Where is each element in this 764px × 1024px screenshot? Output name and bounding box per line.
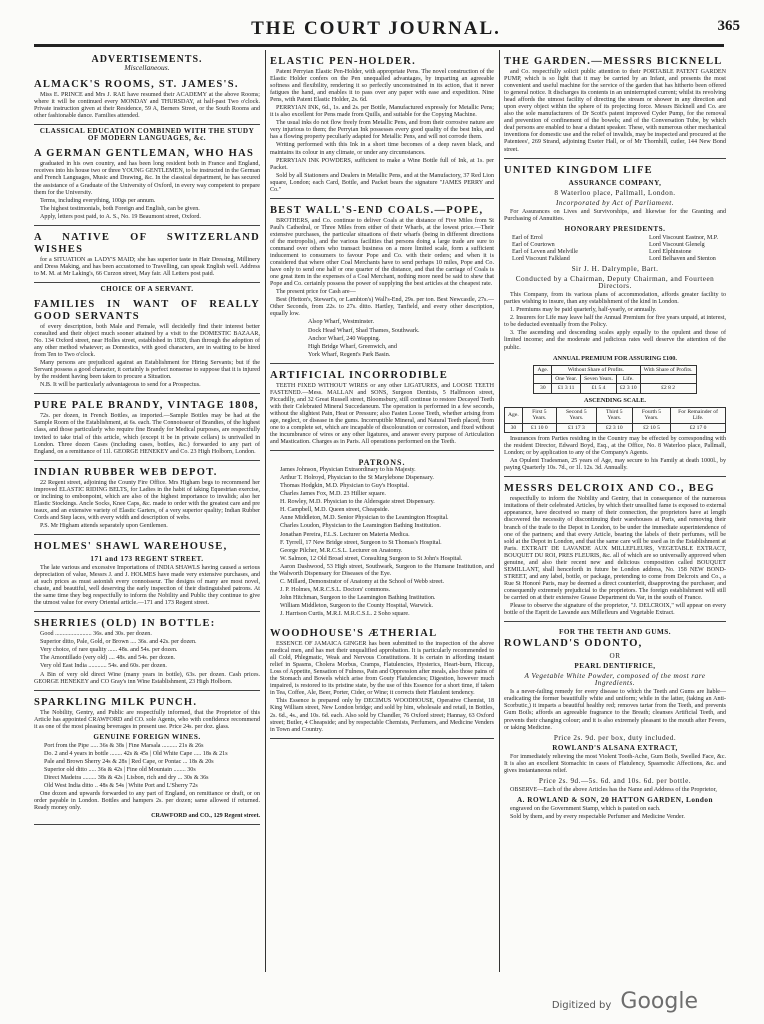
president: Earl of Courtown [512, 241, 555, 248]
ad-body: Patent Perryian Elastic Pen-Holder, with appropriate Pens. The novel construction of the Elastic Holder confers on the Pen unequalled advantages, by imparting an agreeable softness and flexibility, rendering it so perfectly unconstrained in its action, that it never fatigues the hand, and enables it to pass over any paper with ease and expedition. Nine Pens, with Patent Elastic Holder, 2s. 6d. [270, 69, 494, 104]
column-rule [265, 50, 266, 972]
patron-entry: Thomas Hodgkin, M.D. Physician to Guy's Hospital. [280, 483, 410, 490]
table-header: Age. [534, 365, 552, 374]
ad-body: The late various and excessive Importations of INDIA SHAWLS having caused a serious depreciation of value, Messrs J. and J. HOLMES have made very extensive purchases, and at such prices as must astonish every connoisseur. The designs of many are most novel, chaste, and beautiful, well deserving the early inspection of their distinguished patrons. At the same time they beg respectfully to inform the Nobility and Public they continue to give the utmost value for every Oriental article.—171 and 173 Regent street. [34, 565, 260, 607]
ad-body-2: Many persons are prejudiced against an Establishment for Hiring Servants; but if the Servant possess a good character, it certainly is perfect nonsense to suppose that it is injured by the resident having been taken to procure a Situation. [34, 360, 260, 381]
ad-heading: WOODHOUSE'S ÆTHERIAL [270, 628, 438, 640]
digitized-label: Digitized by [551, 1000, 612, 1011]
table-header: Fourth 5 Years. [632, 407, 670, 423]
ad-body: 22 Regent street, adjoining the County Fire Office. Mrs Higham begs to recommend her improved ELASTIC RIDING BELTS, for Ladies in the habit of taking Equestrian exercise, or inclining to embonpoint, which are also of the highest importance to invalids; also her Elastic Stockings. Ancle Socks, Knee Caps, &c. made to order with the greatest care and pre teaux, and an extensive variety of Elastic Garters, of a very superior quality; Indian Rubber Cords and Step laces, with every width and description of webs. [34, 479, 260, 521]
ad-heading: FAMILIES IN WANT OF REALLY GOOD SERVANTS [34, 298, 260, 322]
ad-artificial-teeth [270, 366, 494, 451]
table-cell: 30 [505, 423, 523, 432]
ascending-table [504, 407, 726, 433]
president: Lord Belhaven and Stenton [648, 255, 716, 262]
ad-families [34, 295, 260, 394]
directors: Conducted by a Chairman, Deputy Chairman, and Fourteen Directors. [515, 275, 715, 291]
table-cell: £1 17 3 [556, 423, 596, 432]
table-header: Second 5 Years. [556, 407, 596, 423]
google-logo: Google [620, 989, 698, 1014]
ad-kalydor: For immediately relieving the most Violent Tooth-Ache, Gum Boils, Swelled Face, &c. It is also an excellent Stomachic in cases of Flatulency, Spasmodic Affections, &c. and gives instantaneous relief. [504, 753, 726, 774]
table-cell: £2 10 5 [632, 423, 670, 432]
patron-entry: Jonathan Pereira, F.L.S. Lecturer on Materia Medica. [280, 531, 410, 538]
ad-ink-3: Writing performed with this Ink in a short time becomes of a deep raven black, and maintains its colour in any climate, or under any circumstances. [270, 142, 494, 156]
ad-heading: UNITED KINGDOM LIFE [504, 164, 653, 176]
table-cell: £1 5 4 [581, 384, 617, 393]
ad-title: FOR THE TEETH AND GUMS. [558, 628, 672, 637]
ad-powder: PERRYIAN INK POWDERS, sufficient to make a Wine Bottle full of Ink, at 1s. per Packet. [270, 157, 494, 171]
ad-sold: Sold by them, and by every respectable Perfumer and Medicine Vender. [510, 814, 685, 821]
wine-row: Pale and Brown Sherry 24s & 28s | Red Cape, or Pontac ... 18s & 20s [44, 758, 214, 765]
running-header [26, 14, 740, 42]
ad-sherries [34, 614, 260, 690]
table-header: First 5 Years. [522, 407, 556, 423]
ad-rowland-odonto [504, 624, 726, 825]
ad-price-2: Price 2s. 9d.—5s. 6d. and 10s. 6d. per bottle. [538, 776, 692, 785]
table-header: Third 5 Years. [596, 407, 632, 423]
wines-title: GENUINE FOREIGN WINES. [93, 732, 201, 741]
patron-entry: J. P. Holmes, M.R.C.S.L. Doctors' commons. [280, 586, 391, 593]
ad-body: The Nobility, Gentry, and Public are respectfully informed, that the Proprietor of this Article has appointed CRAWFORD and CO. sole Agents, who with confidence recommend it as one of the most pleasing beverages in present use. Price 24s. per doz. glass. [34, 709, 260, 730]
ad-point: 2. Insurers for Life may leave half the Annual Premium for five years unpaid, at interest, to be deducted eventually from the Policy. [504, 315, 726, 329]
ad-heading: A GERMAN GENTLEMAN, WHO HAS [34, 148, 255, 160]
ad-coals [270, 201, 494, 364]
ad-heading: PURE PALE BRANDY, VINTAGE 1808, [34, 400, 259, 412]
ad-heading: SPARKLING MILK PUNCH. [34, 696, 198, 708]
ad-elastic-pen [270, 52, 494, 199]
ad-body: and Co. respectfully solicit public attention to their PORTABLE PATENT GARDEN PUMP, which is so light that it may be carried by an Infant, and presents the most convenient and useful machine for the service of the garden that has hitherto been offered to general notice. It discharges its contents in an uninterrupted current; whilst its revolving head affords the utmost facility of directing the stream or shower in any direction and upon every object within the sphere of its projecting force. Messrs Bicknell and Co. are also the sole manufacturers of Dr Scott's patent improved Cyder Pump, for the removal and prevention of confinement of the bowels; and of the Conversation Tube, by which deaf persons are enabled to hear a distant speaker. These, with numerous other mechanical inventions for domestic use and the relief of invalids, may be inspected and procured at the Patentees', 269 Strand, adjoining Exeter Hall, or of Mr Thornhill, cutler, 144 New Bond street. [504, 69, 726, 153]
ad-heading: ALMACK'S ROOMS, ST. JAMES'S. [34, 79, 239, 91]
ad-delcroix [504, 479, 726, 622]
ad-address: 8 Waterloo place, Pallmall, London. [554, 188, 676, 197]
ad-example: An Opulent Tradesman, 25 years of Age, may secure to his Family at death 1000l., by paying Quarterly 10s. 7d., or 1l. 12s. 3d. Annually. [504, 458, 726, 472]
wine-row: Do. 2 and 4 years in bottle ........ 42s & 45s | Old White Cape ..... 18s & 21s [44, 750, 228, 757]
table-cell: £1 10 0 [522, 423, 556, 432]
advertisements-title: ADVERTISEMENTS. [91, 54, 203, 65]
price-row: Good ........................ 36s. and 30s. per dozen. [40, 631, 152, 638]
ad-note: Please to observe the signature of the proprietor, "J. DELCROIX," will appear on every bottle of the Esprit de Lavande aux Millefleurs and Vegetable Extract. [504, 603, 726, 617]
price-row: Superior ditto, Pale, Gold, or Brown .... 36s. and 42s. per dozen. [40, 639, 197, 646]
ad-body: 72s. per dozen, in French Bottles, as imported.—Sample Bottles may be had at the Sample Room of the Establishment, at 6s. each. The Connoisseur of Brandies, of the highest class, and those particularly who require fine Brandy for Medical purposes, are respectfully invited to take trial of this article, which (except it be in private cellars) is unrivalled in London. Three dozen Cases (including cases, bottles, &c.) forwarded to any part of England, on a remittance of 11l. GEORGE HENEKEY and Co. 23 High Holborn, London. [34, 413, 260, 455]
ad-signature: CRAWFORD and CO., 129 Regent street. [151, 813, 260, 820]
section-title: CLASSICAL EDUCATION COMBINED WITH THE STUDY OF MODERN LANGUAGES, &c. [39, 127, 255, 143]
table-cell: £2 8 2 [640, 384, 696, 393]
ad-point: 1. Premiums may be paid quarterly, half-yearly, or annually. [510, 307, 657, 314]
ad-note: N.B. It will be particularly advantageous to send for a Prospectus. [40, 382, 201, 389]
ad-body-2: One dozen and upwards forwarded to any part of England, on remittance or draft, or on order payable in London. Bottles and hampers 2s. per dozen; same allowed if returned. Ready money only. [34, 791, 260, 812]
miscellaneous-subtitle: Miscellaneous. [124, 63, 170, 73]
column-1 [34, 52, 260, 972]
patron-entry: Arthur T. Holroyd, Physician to the St Marylebone Dispensary. [280, 475, 434, 482]
ad-heading: HOLMES' SHAWL WAREHOUSE, [34, 540, 228, 552]
table-subheader: Life. [616, 375, 640, 384]
header-rule [34, 44, 724, 47]
patron-entry: Anne Middleton, M.D. Senior Physician to the Leamington Hospital. [280, 515, 449, 522]
president: Earl of Errol [512, 234, 543, 241]
ad-brandy [34, 396, 260, 460]
ad-observe: OBSERVE—Each of the above Articles has the Name and Address of the Proprietor, [510, 786, 717, 793]
wharf: Alsop Wharf, Westminster. [308, 319, 374, 326]
ad-german-gentleman [34, 144, 260, 225]
patron-entry: H. Campbell, M.D. Queen street, Cheapside. [280, 507, 390, 514]
ad-subheading: ASSURANCE COMPANY, [568, 178, 662, 187]
ad-body: Miss E. PRINCE and Mrs J. RAE have resumed their ACADEMY at the above Rooms; where it will be continued every MONDAY and THURSDAY, at half-past Two o'clock. Private instruction given at their Residence, 59 A, Berners Street, or the South Rooms and other fashionable dance. Families attended. [34, 92, 260, 120]
president: Lord Viscount Eastnor, M.P. [648, 234, 718, 241]
ad-heading: INDIAN RUBBER WEB DEPOT. [34, 466, 218, 478]
ad-testimonials: The highest testimonials, both Foreign and English, can be given. [40, 205, 200, 212]
price-row: Very old East India ............ 54s. and 60s. per dozen. [40, 663, 167, 670]
wine-row: Superior old ditto ..... 36s & 42s | Fine old Mountain ........ 30s [44, 766, 196, 773]
ad-heading: ROWLAND'S ODONTO, [504, 638, 643, 650]
ad-body: respectfully to inform the Nobility and Gentry, that in consequence of the numerous imitations of their celebrated Articles, by which their unsullied fame is exposed to external appearance, have deceived so many of their connection, the proprietors have at length discovered the necessity of discontinuing their warehouses at Paris, and removing their branch of the trade to the Depot in London, to be under the immediate superintendence of one of the partners; and that every Article, bearing the labels of their perfumes, will be sold at the Depot in London, and that the same care will be used as in the Establishment at Paris. EXTRAIT DE LAVANDE AUX MILLEFLEURS, VEGETABLE EXTRACT, BOUQUET DU ROI, PRES FLEURIS, &c. all of which are so universally approved when genuine, and also their recent new and delicious composition called BOUQUET SEMILLANT, shall henceforth in future be London address, No. 158 NEW BOND-STREET, and any label, bottle, or package, pretending to come from Delcroix and Co., a Rue St Honoré Paris, may be deemed a direct counterfeit, disapproving the purchaser, and consequently extremely prejudicial to the proprietors. The foreign establishment will still be carried on at their extensive Grasse Department du Var, in the south of France. [504, 496, 726, 601]
ad-swiss-maid [34, 228, 260, 283]
ad-heading: MESSRS DELCROIX AND CO., BEG [504, 483, 715, 495]
presidents-list [504, 235, 726, 263]
patron-entry: F. Tyrrell, 17 New Bridge street, Surgeon to St Thomas's Hospital. [280, 539, 442, 546]
patron-entry: George Pilcher, M.R.C.S.L. Lecturer on Anatomy. [280, 547, 403, 554]
ad-subheading: PEARL DENTIFRICE, [574, 662, 656, 671]
table-header: Without Share of Profits. [552, 365, 640, 374]
ad-address: 171 and 173 REGENT STREET. [90, 554, 204, 563]
ad-garden-pump [504, 52, 726, 159]
ad-body: This Company, from its various plans of accommodation, affords greater facility to parties wishing to insure, than any establishment of the kind in London. [504, 292, 726, 306]
wine-row: Direct Madeira ......... 38s & 42s | Lisbon, rich and dry ... 30s & 36s [44, 775, 209, 781]
patron-entry: J. Harrison Curtis, M.R.I. M.R.C.S.L. 2 Soho square. [280, 611, 410, 617]
ad-engraved: engraved on the Government Stamp, which is pasted on each. [510, 806, 661, 812]
table-header: Age. [505, 407, 523, 423]
ad-milk-punch [34, 693, 260, 826]
price-row: Very choice, of rare quality ...... 48s. and 54s. per dozen. [40, 647, 178, 654]
ad-body: Is a never-failing remedy for every disease to which the Teeth and Gums are liable—eradicating the former beautifully white and uniform; while in the latter, (taking an Anti-Scorbutic,) it imparts a beautiful healthy red; removes tartar from the Teeth, and prevents Gum Boils; affords an agreeable fragrance to the Breath; cleanses Artificial Teeth, and prevents their changing colour; and it is also extremely pleasant to the mouth after Fevers, or taking Medicine. [504, 689, 726, 731]
ad-almacks [34, 75, 260, 125]
presidents-title: HONORARY PRESIDENTS. [564, 224, 666, 233]
ad-price-2: Best (Hetton's, Stewart's, or Lambton's) Wall's-End, 29s. per ton. Best Newcastle, 27s.—Other Seconds, from 22s. to 27s. ditto. Hartley, Tanfield, and every other description, equally low. [270, 297, 494, 318]
ad-heading: ELASTIC PEN-HOLDER. [270, 56, 417, 67]
patron-entry: Charles James Fox, M.D. 23 Hillier square. [280, 491, 386, 498]
patron-entry: W. Salmon, 12 Old Broad street, Consulting Surgeon to St John's Hospital. [280, 555, 463, 562]
ad-sold: Sold by all Stationers and Dealers in Metallic Pens, and at the Manufactory, 37 Red Lion square, London; each Card, Bottle, and Packet bears the signature "JAMES PERRY and Co." [270, 172, 494, 193]
ad-heading: A NATIVE OF SWITZERLAND WISHES [34, 231, 260, 255]
table-cell: £2 3 10 [616, 384, 640, 393]
ad-patrons [270, 453, 494, 622]
ad-proprietor: A. ROWLAND & SON, 20 HATTON GARDEN, London [516, 795, 714, 804]
table-cell: £2 3 10 [596, 423, 632, 432]
patron-entry: H. Rowley, M.D. Physician to the Aldersgate street Dispensary. [280, 499, 435, 506]
ad-subheading-2: A Vegetable White Powder, composed of the most rare Ingredients. [524, 672, 706, 688]
ad-uk-life-assurance [504, 161, 726, 478]
ad-footer: Insurances from Parties residing in the Country may be effected by corresponding with the resident Director, Edward Boyd, Esq., at the Office, No. 8 Waterloo place, Pallmall, London; or by application to any of the Company's Agents. [504, 436, 726, 457]
premium-table-title: ANNUAL PREMIUM FOR ASSURING £100. [552, 354, 678, 362]
ascending-table-title: ASCENDING SCALE. [584, 396, 646, 404]
president: Lord Viscount Glenelg [648, 241, 705, 248]
table-subheader: One Year. [552, 375, 581, 384]
section-title: CHOICE OF A SERVANT. [100, 284, 194, 293]
ad-apply: Apply, letters post paid, to A. S., No. 19 Beaumont street, Oxford. [40, 213, 201, 220]
journal-title: THE COURT JOURNAL. [251, 18, 501, 39]
patron-entry: C. Millard, Demonstrator of Anatomy at the School of Webb street. [280, 578, 445, 585]
column-rule [499, 50, 500, 972]
wharf: Dock Head Wharf, Shad Thames, Southwark. [308, 327, 420, 334]
column-2 [270, 52, 494, 972]
president: Lord Viscount Falkland [512, 255, 570, 262]
table-header: For Remainder of Life. [671, 407, 726, 423]
ad-price: Price 2s. 9d. per box, duty included. [553, 733, 677, 742]
ad-shawl-warehouse [34, 537, 260, 612]
chairman: Sir J. H. Dalrymple, Bart. [571, 265, 659, 274]
ad-note: P.S. Mr Higham attends separately upon Gentlemen. [40, 522, 168, 529]
ad-body: BROTHERS, and Co. continue to deliver Coals at the distance of Five Miles from St Paul's Cathedral, or Three Miles from either of their Wharfs, at the lowest price.—Their extensive purchases, the particular situations of their wharfs (being in different directions of the metropolis), and the various facilities that persons doing a large trade are sure to command over others who transact business on a more limited scale, form a sufficient inducement to consumers to favour Pope and Co. with their orders; and when it is considered that where other Coal Merchants have to send perhaps 10 miles, Pope and Co. have only to send one half or one quarter of the distance, and that the carriage of Coals is one great item in the expenses of a Coal Merchant, nothing more need be said to shew that Pope and Co. certainly possess the power of supplying the best articles at the cheapest rate. [270, 217, 494, 288]
ad-heading: BEST WALL'S-END COALS.—POPE, [270, 204, 484, 216]
premium-table [533, 365, 696, 394]
ad-price: The present price for Cash are— [276, 289, 356, 296]
wine-row: Port from the Pipe ..... 36s & 38s | Fine Marsala .......... 21s & 26s [44, 742, 204, 749]
ad-body: ESSENCE OF JAMAICA GINGER has been submitted to the inspection of the above medical men, and has met their unqualified approbation. It is particularly recommended to all Cold, Phlegmatic, Weak and Nervous Constitutions. It is certain in affording instant relief in Spasms, Cholera Morbus, Cramps, Flatulencies, Hysterics, Heart-burn, Hiccup, Loss of Appetite, Sensation of Fulness, Pain and Oppression after meals, also those pains of the Stomach and Bowels which arise from Gouty Flatulencies; Digestion, however much impaired, is restored to its pristine state, by the use of this Essence for a short time, if taken in Tea, Coffee, Ale, Beer, Porter, Cider, or Wine; it corrects their Flatulent tendency. [270, 641, 494, 697]
page-number: 365 [717, 18, 740, 34]
ad-heading: ARTIFICIAL INCORRODIBLE [270, 369, 449, 381]
wine-row: Old West India ditto .. 48s & 54s | White Port and L'Sherry 72s [44, 783, 198, 790]
ad-rubber-web [34, 463, 260, 535]
price-row: The Amontillado (very old) .... 48s. and 54s. per dozen. [40, 655, 176, 662]
ad-body: of every description, both Male and Female, will decidedly find their interest better consulted and their object much sooner attained by a visit to the DOMESTIC BAZAAR, No. 134 Oxford street, near Holles street, established in 1830, than through the adoption of any other method whatever; as Domestics, with good characters, are in waiting to be hired from Ten to Two o'clock. [34, 323, 260, 359]
ad-body: for a SITUATION as LADY'S MAID; she has superior taste in Hair Dressing, Millinery and Dress Making, and has been accustomed to Travelling, can speak English well. Address to M. M. at Mr Laking's, 66 Curzon street, May fair. All Letters post paid. [34, 256, 260, 277]
ad-heading: SHERRIES (OLD) IN BOTTLE: [34, 618, 216, 630]
ad-woodhouse [270, 624, 494, 739]
patron-entry: Aaron Dashwood, 53 High street, Southwark, Surgeon to the Humane Institution, and the Walworth Dispensary for Diseases of the Eye. [270, 563, 494, 577]
ad-body: TEETH FIXED WITHOUT WIRES or any other LIGATURES, and LOOSE TEETH FASTENED.—Mess. MALLAN and SONS, Surgeon Dentists, 5 Halfmoon street, Piccadilly, and 32 Great Russell street, Bloomsbury, still continue to restore Decayed Teeth with their Celebrated Mineral Succedaneum. The operation is performed in a few seconds, without the slightest Pain, Heat or Pressure; also Fasten Loose Teeth, whether arising from age, neglect, or disease in the gums. Incorruptible Mineral, and Natural Teeth placed, from one to a complete set, which are incapable of discolouration or corrosion, and fixed without the incumbrance of wires or any other ligatures, and answer every purpose of Articulation and Mastication. Charges as in Paris. All operations performed on the Teeth. [270, 382, 494, 446]
ad-body-2: This Essence is prepared only by DECIMUS WOODHOUSE, Operative Chemist, 18 King William street, New London bridge; and sold by him, wholesale and retail, in Bottles, 2s. 6d., 4s., and 10s. 6d. each. Also sold by Chandler, 76 Oxford street; Hannay, 63 Oxford street; Butler, 4 Cheapside; and by respectable Chemists, Perfumers, and Medicine Venders in Town and Country. [270, 698, 494, 733]
digitized-watermark [552, 989, 698, 1014]
ad-ink: PERRYIAN INK, 6d., 1s. and 2s. per Bottle, Manufactured expressly for Metallic Pens; it is also excellent for Pens made from Quills, and suitable for the Copying Machine. [270, 105, 494, 119]
president: Lord Elphinstone [648, 248, 692, 255]
table-header: With Share of Profits. [640, 365, 696, 374]
patron-entry: William Middleton, Surgeon to the County Hospital, Warwick. [280, 602, 434, 609]
wharf: York Wharf, Regent's Park Basin. [308, 351, 391, 358]
patron-entry: Charles Loudon, Physician to the Leamington Bathing Institution. [280, 523, 441, 530]
ad-kalydor-title: ROWLAND'S ALSANA EXTRACT, [552, 743, 678, 752]
president: Earl of Leven and Melville [512, 248, 578, 255]
patrons-title: PATRONS. [358, 458, 406, 468]
ad-ink-2: The usual inks do not flow freely from Metallic Pens, and from their corrosive nature are very injurious to them; the Perryian Ink possesses every good quality of the best Inks, and has a flowing property peculiarly adapted for Metallic Pens, and will not corrode them. [270, 120, 494, 141]
table-cell: £1 3 11 [552, 384, 581, 393]
ad-body: A Bin of very old direct Wine (many years in bottle), 63s. per dozen. Cash prices. GEORGE HENEKEY and CO Gray's inn Wine Establishment, 23 High Holborn. [34, 671, 260, 685]
patron-entry: John Hitchman, Surgeon to the Leamington Bathing Institution. [280, 594, 436, 601]
table-subheader: Seven Years. [581, 375, 617, 384]
ad-or: OR [609, 652, 621, 661]
ad-terms: Terms, including everything, 100gs per annum. [40, 197, 156, 204]
wharf: High Bridge Wharf, Greenwich, and [308, 343, 397, 350]
table-cell: £2 17 0 [671, 423, 726, 432]
column-3 [504, 52, 726, 972]
ad-act: Incorporated by Act of Parliament. [555, 198, 675, 207]
patron-entry: James Johnson, Physician Extraordinary to his Majesty. [280, 467, 416, 474]
wharf: Anchor Wharf, 240 Wapping. [308, 335, 381, 342]
ad-purpose: For Assurances on Lives and Survivorships, and likewise for the Granting and Purchasing of Annuities. [504, 208, 726, 222]
ad-body: graduated in his own country, and has been long resident both in France and England, receives into his house two or three YOUNG GENTLEMEN, to be instructed in the German and French Languages, Music and Drawing, &c. In the classical department, he has secured the assistance of a Graduate of the University of Oxford, in every way competent to prepare them for the University. [34, 161, 260, 196]
table-cell: 30 [534, 384, 552, 393]
ad-point: 3. The ascending and descending scales apply equally to the opulent and those of limited income; and the moderate and judicious rates well deserve the attention of the public. [504, 330, 726, 351]
ad-heading: THE GARDEN.—MESSRS BICKNELL [504, 56, 723, 67]
